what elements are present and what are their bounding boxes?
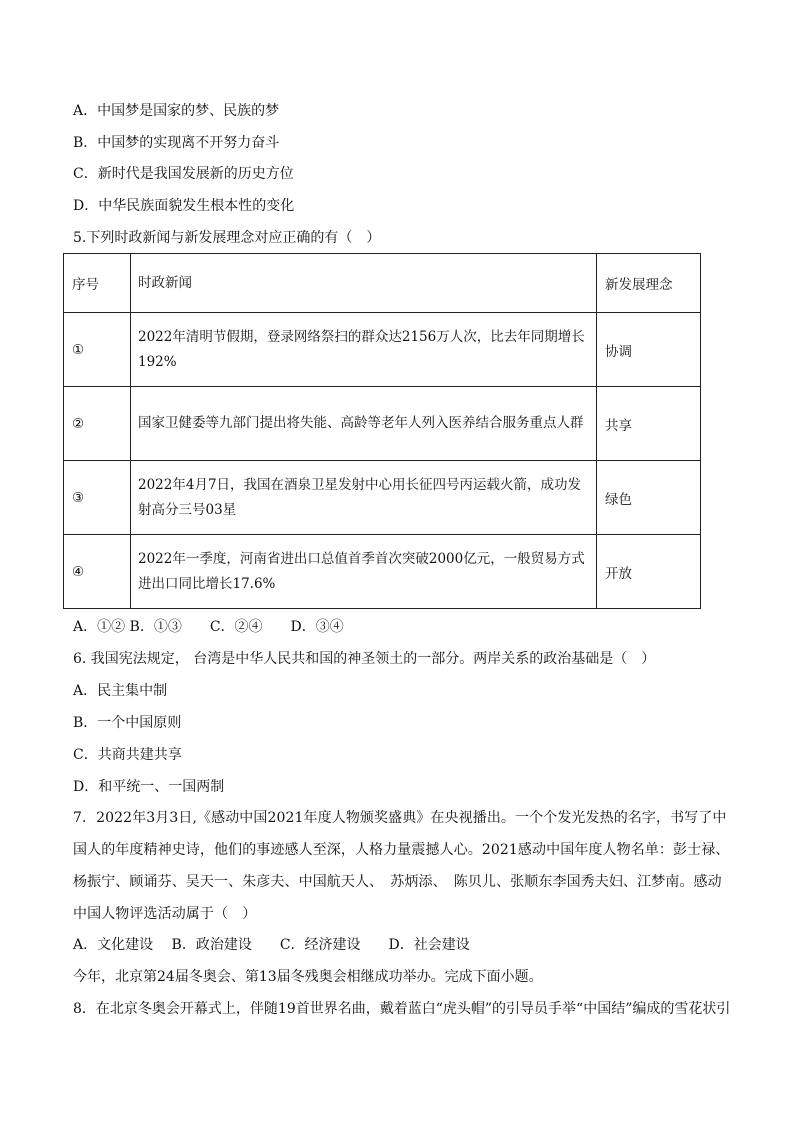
question-7-line: 国人的年度精神史诗，他们的事迹感人至深，人格力量震撼人心。2021感动中国年度人物名单：彭士禄、 (73, 842, 730, 858)
question-5-stem: 5.下列时政新闻与新发展理念对应正确的有（ ） (73, 230, 381, 246)
option-c: C．新时代是我国发展新的历史方位 (73, 166, 294, 182)
q6-option-c: C．共商共建共享 (73, 747, 182, 763)
row-news: 2022年4月7日，我国在酒泉卫星发射中心用长征四号丙运载火箭，成功发射高分三号03星 (131, 461, 597, 535)
question-7-line: 杨振宁、顾诵芬、吴天一、朱彦夫、中国航天人、 苏炳添、 陈贝儿、张顺东李国秀夫妇、江梦南。感动 (73, 874, 722, 890)
question-7-options: A．文化建设 B．政治建设 C．经济建设 D．社会建设 (73, 937, 470, 953)
row-concept: 绿色 (597, 461, 701, 535)
table-row (64, 461, 701, 535)
row-news: 2022年清明节假期，登录网络祭扫的群众达2156万人次，比去年同期增长192% (131, 313, 597, 387)
question-7-line: 中国人物评选活动属于（ ） (73, 906, 257, 922)
q6-option-b: B．一个中国原则 (73, 715, 182, 731)
row-number: ④ (64, 535, 131, 609)
row-news: 国家卫健委等九部门提出将失能、高龄等老年人列入医养结合服务重点人群 (131, 387, 597, 461)
table-header-row (64, 254, 701, 313)
section-intro: 今年，北京第24届冬奥会、第13届冬残奥会相继成功举办。完成下面小题。 (73, 969, 543, 985)
row-number: ③ (64, 461, 131, 535)
question-6-stem: 6. 我国宪法规定， 台湾是中华人民共和国的神圣领土的一部分。两岸关系的政治基础是（ ） (73, 651, 656, 667)
header-news: 时政新闻 (131, 254, 597, 313)
q6-option-a: A．民主集中制 (73, 683, 168, 699)
question-5-options: A．①② B．①③ C．②④ D．③④ (73, 619, 344, 635)
row-concept: 共享 (597, 387, 701, 461)
row-concept: 协调 (597, 313, 701, 387)
option-b: B．中国梦的实现离不开努力奋斗 (73, 135, 280, 151)
q6-option-d: D．和平统一、一国两制 (73, 779, 225, 795)
option-d: D．中华民族面貌发生根本性的变化 (73, 198, 295, 214)
table-row (64, 535, 701, 609)
option-a: A．中国梦是国家的梦、民族的梦 (73, 103, 280, 119)
question-8-stem: 8．在北京冬奥会开幕式上，伴随19首世界名曲，戴着蓝白“虎头帽”的引导员手举“中国结”编成的雪花状引 (73, 1001, 731, 1017)
table-row (64, 387, 701, 461)
header-number: 序号 (64, 254, 131, 313)
news-concept-table (63, 253, 701, 609)
header-concept: 新发展理念 (597, 254, 701, 313)
row-number: ② (64, 387, 131, 461)
row-concept: 开放 (597, 535, 701, 609)
row-news: 2022年一季度，河南省进出口总值首季首次突破2000亿元，一般贸易方式进出口同比增长17.6% (131, 535, 597, 609)
row-number: ① (64, 313, 131, 387)
table-row (64, 313, 701, 387)
question-7-line: 7．2022年3月3日,《感动中国2021年度人物颁奖盛典》在央视播出。一个个发光发热的名字，书写了中 (73, 810, 727, 826)
